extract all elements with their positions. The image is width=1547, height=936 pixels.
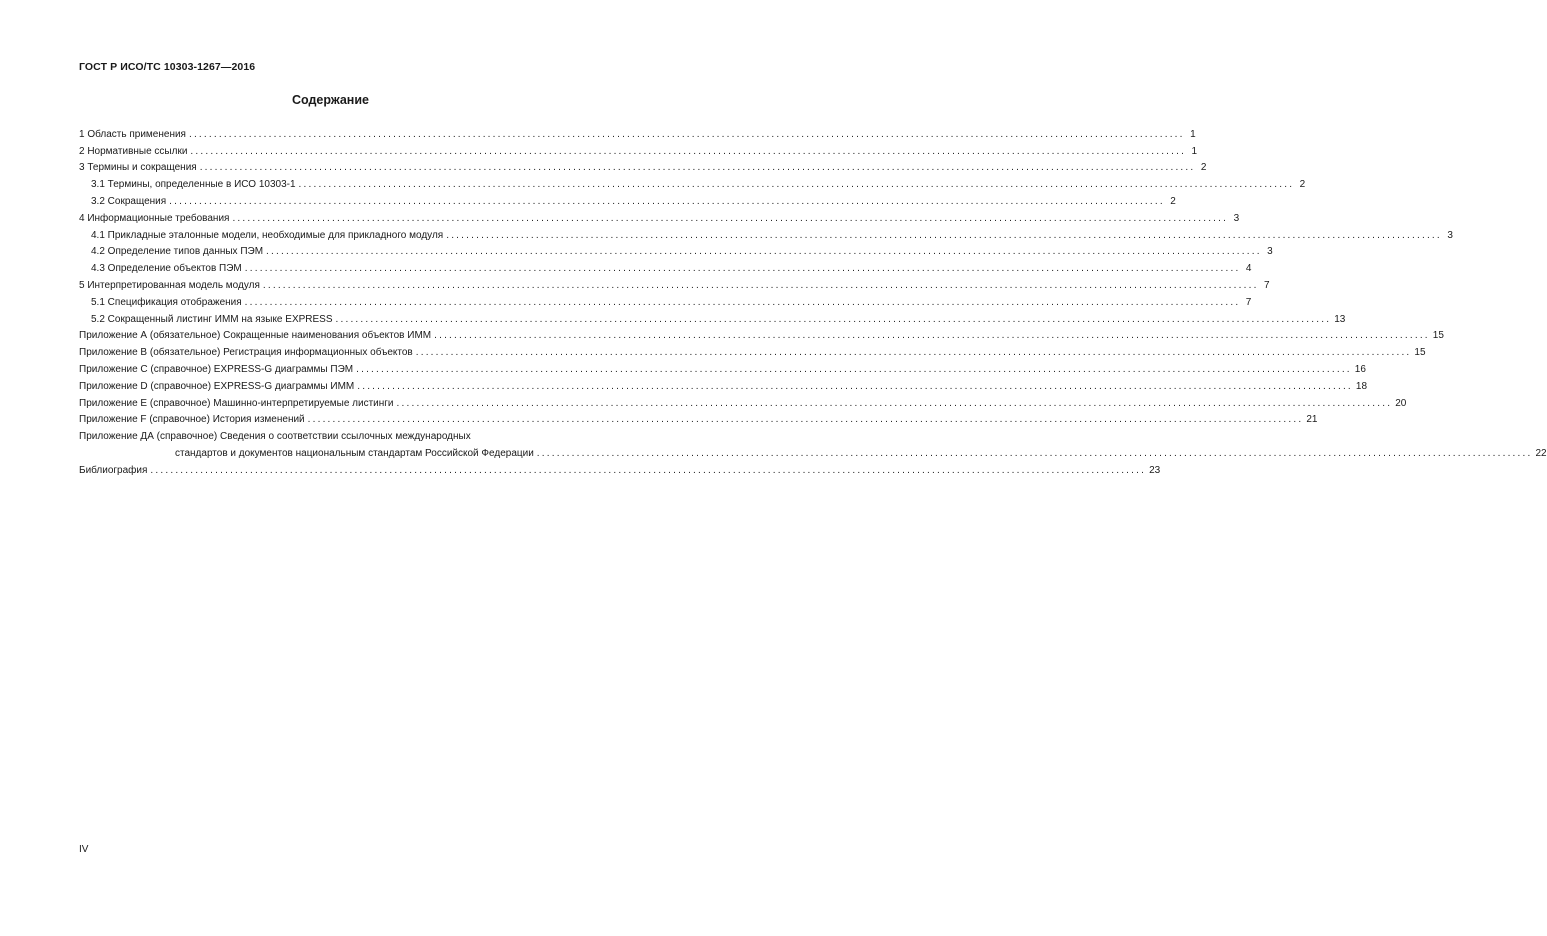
toc-dot-leader: ........................................................................................................................................................................................................ — [199, 162, 1196, 174]
toc-entry[interactable] — [79, 393, 1407, 410]
toc-entry-page-number: 23 — [1149, 464, 1161, 476]
toc-entry-page-number: 2 — [1299, 179, 1306, 191]
toc-entry[interactable] — [79, 242, 1273, 259]
toc-dot-leader: ........................................................................................................................................................................................................ — [307, 414, 1304, 426]
toc-entry[interactable] — [79, 342, 1426, 359]
toc-entry-label: 2 Нормативные ссылки — [79, 145, 188, 157]
document-id-header: ГОСТ Р ИСО/ТС 10303-1267—2016 — [79, 61, 256, 73]
toc-dot-leader: ........................................................................................................................................................................................................ — [356, 363, 1352, 375]
toc-entry-page-number: 3 — [1267, 246, 1273, 258]
toc-entry[interactable] — [79, 410, 1318, 427]
toc-dot-leader: ........................................................................................................................................................................................................ — [262, 279, 1259, 291]
toc-entry-page-number: 15 — [1432, 330, 1444, 342]
toc-entry[interactable] — [79, 460, 1161, 477]
toc-dot-leader: ........................................................................................................................................................................................................ — [298, 179, 1295, 191]
toc-dot-leader: ........................................................................................................................................................................................................ — [232, 212, 1229, 224]
toc-entry-page-number: 7 — [1264, 279, 1270, 291]
toc-dot-leader: ........................................................................................................................................................................................................ — [446, 229, 1442, 241]
toc-entry[interactable] — [79, 376, 1368, 393]
toc-dot-leader: ........................................................................................................................................................................................................ — [434, 330, 1430, 342]
toc-entry-page-number: 3 — [1233, 212, 1240, 224]
toc-entry-label: Приложение В (обязательное) Регистрация информационных объектов — [79, 347, 413, 359]
toc-dot-leader: ........................................................................................................................................................................................................ — [188, 128, 1185, 140]
toc-dot-leader: ........................................................................................................................................................................................................ — [357, 380, 1353, 392]
toc-entry-label: 3 Термины и сокращения — [79, 162, 197, 174]
toc-entry-label: 4 Информационные требования — [79, 212, 230, 224]
toc-entry[interactable] — [79, 191, 1176, 208]
toc-dot-leader: ........................................................................................................................................................................................................ — [266, 246, 1262, 258]
toc-entry-label: 4.2 Определение типов данных ПЭМ — [91, 246, 264, 258]
toc-entry[interactable] — [79, 208, 1240, 225]
toc-entry[interactable] — [79, 326, 1444, 343]
toc-entry-label: 5.2 Сокращенный листинг ИММ на языке EXPRESS — [91, 313, 333, 325]
toc-entry[interactable] — [79, 275, 1270, 292]
toc-entry[interactable] — [79, 426, 614, 443]
toc-dot-leader: ........................................................................................................................................................................................................ — [244, 263, 1241, 275]
page-number-footer: IV — [79, 844, 89, 855]
toc-entry-page-number: 15 — [1414, 347, 1426, 359]
toc-dot-leader: ........................................................................................................................................................................................................ — [335, 313, 1332, 325]
toc-entry-label: 4.1 Прикладные эталонные модели, необходимые для прикладного модуля — [91, 229, 444, 241]
toc-entry-page-number: 22 — [1535, 447, 1547, 459]
toc-title: Содержание — [291, 93, 369, 107]
toc-dot-leader: ........................................................................................................................................................................................................ — [396, 397, 1393, 409]
toc-dot-leader: ........................................................................................................................................................................................................ — [150, 464, 1147, 476]
toc-entry[interactable] — [79, 309, 1346, 326]
toc-entry[interactable] — [79, 258, 1252, 275]
toc-dot-leader: ........................................................................................................................................................................................................ — [190, 145, 1187, 157]
toc-entry-page-number: 18 — [1355, 380, 1368, 392]
toc-entry-page-number: 1 — [1190, 128, 1196, 140]
toc-entry[interactable] — [79, 124, 1196, 141]
toc-entry-page-number: 3 — [1447, 229, 1453, 241]
toc-entry-page-number: 13 — [1334, 313, 1346, 325]
toc-entry[interactable] — [79, 141, 1198, 158]
toc-entry-label: Приложение Е (справочное) Машинно-интерпретируемые листинги — [79, 397, 394, 409]
toc-entry-label: 3.1 Термины, определенные в ИСО 10303-1 — [91, 179, 296, 191]
toc-entry[interactable] — [79, 292, 1252, 309]
toc-dot-leader: ........................................................................................................................................................................................................ — [415, 347, 1412, 359]
toc-entry-label: 4.3 Определение объектов ПЭМ — [91, 263, 242, 275]
toc-entry-label: Приложение D (справочное) EXPRESS-G диаграммы ИММ — [79, 380, 355, 392]
toc-entry-label: Приложение F (справочное) История изменений — [79, 414, 305, 426]
toc-entry-page-number: 2 — [1200, 162, 1207, 174]
toc-entry-page-number: 20 — [1395, 397, 1407, 409]
toc-entry-label: Приложение С (справочное) EXPRESS-G диаграммы ПЭМ — [79, 363, 354, 375]
toc-entry-label: 1 Область применения — [79, 128, 186, 140]
toc-entry-page-number: 16 — [1354, 363, 1366, 375]
toc-entry-page-number: 2 — [1170, 195, 1176, 207]
toc-entry-label: стандартов и документов национальным стандартам Российской Федерации — [175, 447, 534, 459]
toc-entry[interactable] — [79, 225, 1453, 242]
toc-entry[interactable] — [79, 174, 1306, 191]
toc-dot-leader: ........................................................................................................................................................................................................ — [244, 296, 1241, 308]
table-of-contents — [79, 124, 1547, 477]
toc-entry-label: 5 Интерпретированная модель модуля — [79, 279, 260, 291]
toc-entry-page-number: 4 — [1245, 263, 1252, 275]
toc-entry[interactable] — [79, 158, 1207, 175]
toc-entry-page-number: 7 — [1245, 296, 1252, 308]
toc-entry-page-number: 21 — [1306, 414, 1318, 426]
toc-entry[interactable] — [79, 359, 1366, 376]
toc-dot-leader: ........................................................................................................................................................................................................ — [536, 447, 1533, 459]
toc-entry-label: 3.2 Сокращения — [91, 195, 167, 207]
toc-entry-page-number: 1 — [1191, 145, 1198, 157]
toc-dot-leader: ........................................................................................................................................................................................................ — [169, 195, 1165, 207]
toc-entry-label: Библиография — [79, 464, 148, 476]
toc-entry[interactable] — [79, 443, 1547, 460]
toc-entry-label: Приложение ДА (справочное) Сведения о соответствии ссылочных международных — [79, 431, 471, 443]
toc-entry-label: Приложение А (обязательное) Сокращенные наименования объектов ИММ — [79, 330, 432, 342]
toc-entry-label: 5.1 Спецификация отображения — [91, 296, 242, 308]
